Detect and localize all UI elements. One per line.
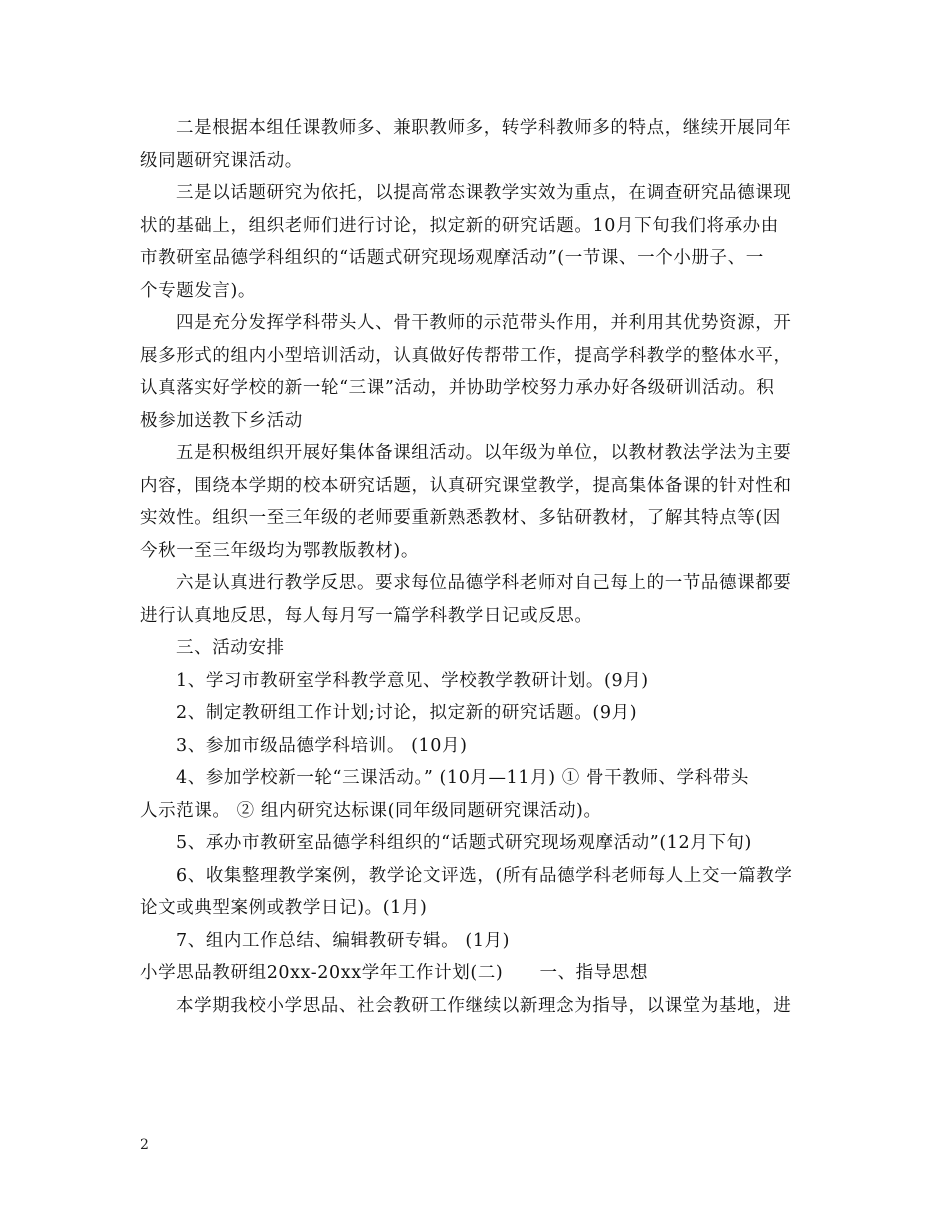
text-line: 5、承办市教研室品德学科组织的“话题式研究现场观摩活动”(12月下旬)	[176, 833, 752, 853]
text-line: 市教研室品德学科组织的“话题式研究现场观摩活动”(一节课、一个小册子、一	[140, 248, 764, 268]
text-line: 认真落实好学校的新一轮“三课”活动，并协助学校努力承办好各级研训活动。积	[140, 378, 775, 398]
text-line: 2、制定教研组工作计划;讨论，拟定新的研究话题。(9月)	[176, 703, 638, 723]
text-line: 状的基础上，组织老师们进行讨论，拟定新的研究话题。10月下旬我们将承办由	[140, 215, 779, 236]
text-line: 人示范课。 ② 组内研究达标课(同年级同题研究课活动)。	[140, 800, 602, 821]
text-line: 三是以话题研究为依托，以提高常态课教学实效为重点，在调查研究品德课现	[176, 183, 792, 203]
text-line: 五是积极组织开展好集体备课组活动。以年级为单位，以教材教法学法为主要	[176, 443, 792, 463]
text-line: 三、活动安排	[176, 638, 285, 658]
text-line: 6、收集整理教学案例，教学论文评选，(所有品德学科老师每人上交一篇教学	[176, 865, 793, 886]
text-line: 小学思品教研组20xx-20xx学年工作计划(二) 一、指导思想	[140, 963, 649, 983]
text-line: 二是根据本组任课教师多、兼职教师多，转学科教师多的特点，继续开展同年	[176, 118, 792, 138]
text-line: 1、学习市教研室学科教学意见、学校教学教研计划。(9月)	[176, 670, 649, 691]
text-line: 级同题研究课活动。	[140, 150, 303, 171]
text-line: 展多形式的组内小型培训活动，认真做好传帮带工作，提高学科教学的整体水平，	[140, 345, 792, 366]
page-number: 2	[140, 1137, 149, 1153]
text-line: 今秋一至三年级均为鄂教版教材)。	[140, 540, 419, 561]
text-line: 六是认真进行教学反思。要求每位品德学科老师对自己每上的一节品德课都要	[176, 573, 792, 593]
text-line: 四是充分发挥学科带头人、骨干教师的示范带头作用，并利用其优势资源，开	[176, 313, 792, 333]
text-line: 个专题发言)。	[140, 280, 257, 301]
text-line: 本学期我校小学思品、社会教研工作继续以新理念为指导，以课堂为基地，进	[176, 995, 792, 1016]
text-line: 极参加送教下乡活动	[140, 410, 303, 431]
text-line: 7、组内工作总结、编辑教研专辑。 (1月)	[176, 930, 511, 951]
text-line: 进行认真地反思，每人每月写一篇学科教学日记或反思。	[140, 605, 593, 626]
text-line: 3、参加市级品德学科培训。 (10月)	[176, 735, 468, 756]
text-line: 论文或典型案例或教学日记)。(1月)	[140, 898, 428, 918]
text-line: 内容，围绕本学期的校本研究话题，认真研究课堂教学，提高集体备课的针对性和	[140, 475, 792, 496]
text-line: 实效性。组织一至三年级的老师要重新熟悉教材、多钻研教材，了解其特点等(因	[140, 508, 781, 528]
text-line: 4、参加学校新一轮“三课活动。” (10月—11月) ① 骨干教师、学科带头	[176, 768, 749, 788]
document-body	[140, 112, 815, 1022]
